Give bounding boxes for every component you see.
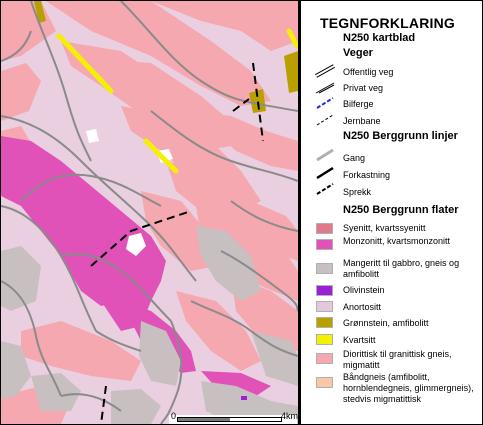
legend-road-item: Bilferge: [343, 99, 374, 109]
monzonite-swatch: [316, 239, 333, 250]
legend-road-item: Offentlig veg: [343, 67, 394, 77]
olivine-area: [241, 396, 247, 400]
legend-area-item: Båndgneis (amfibolitt, hornblendegneis, glimmergneis), stedvis migmatittisk: [343, 372, 474, 404]
map-canvas: [1, 1, 298, 424]
legend-area-item: Anortositt: [343, 302, 382, 312]
legend-area-item: Kvartsitt: [343, 335, 376, 345]
legend-road-item: Jernbane: [343, 116, 381, 126]
olivine-swatch: [316, 285, 333, 296]
legend-area-item: Mangeritt til gabbro, gneis og amfibolitt: [343, 258, 460, 279]
railway-icon: [314, 113, 336, 127]
quartzite-swatch: [316, 334, 333, 345]
anorthosite-swatch: [316, 301, 333, 312]
dyke-line-icon: [314, 148, 336, 162]
car-ferry-icon: [314, 96, 336, 110]
diorite-gneiss-swatch: [316, 353, 333, 364]
scale-end-label: 4km: [281, 411, 299, 421]
legend-lines-heading: N250 Berggrunn linjer: [343, 130, 458, 142]
legend-title: TEGNFORKLARING: [320, 15, 456, 31]
legend-area-item: Diorittisk til granittisk gneis, migmatitt: [343, 349, 452, 370]
legend-road-item: Privat veg: [343, 83, 384, 93]
legend-area-item: Syenitt, kvartssyenitt: [343, 223, 426, 233]
greenstone-swatch: [316, 317, 333, 328]
scale-start-label: 0: [171, 411, 177, 421]
fracture-line-icon: [314, 182, 336, 196]
legend-line-item: Forkastning: [343, 170, 391, 180]
map-legend-divider: [298, 0, 301, 425]
legend-roads-heading: Veger: [343, 47, 373, 59]
public-road-icon: [314, 64, 336, 78]
legend-sheet-name: N250 kartblad: [343, 32, 416, 44]
private-road-icon: [314, 81, 336, 95]
legend-area-item: Grønnstein, amfibolitt: [343, 318, 429, 328]
syenite-swatch: [316, 223, 333, 234]
fault-line-icon: [314, 166, 336, 180]
banded-gneiss-swatch: [316, 377, 333, 388]
geology-map[interactable]: [1, 1, 298, 424]
legend-area-item: Olivinstein: [343, 285, 385, 295]
legend-line-item: Sprekk: [343, 187, 372, 197]
legend-areas-heading: N250 Berggrunn flater: [343, 204, 459, 216]
legend-area-item: Monzonitt, kvartsmonzonitt: [343, 236, 451, 246]
legend-line-item: Gang: [343, 153, 366, 163]
mangerite-swatch: [316, 263, 333, 274]
scale-bar-fill: [178, 418, 230, 421]
